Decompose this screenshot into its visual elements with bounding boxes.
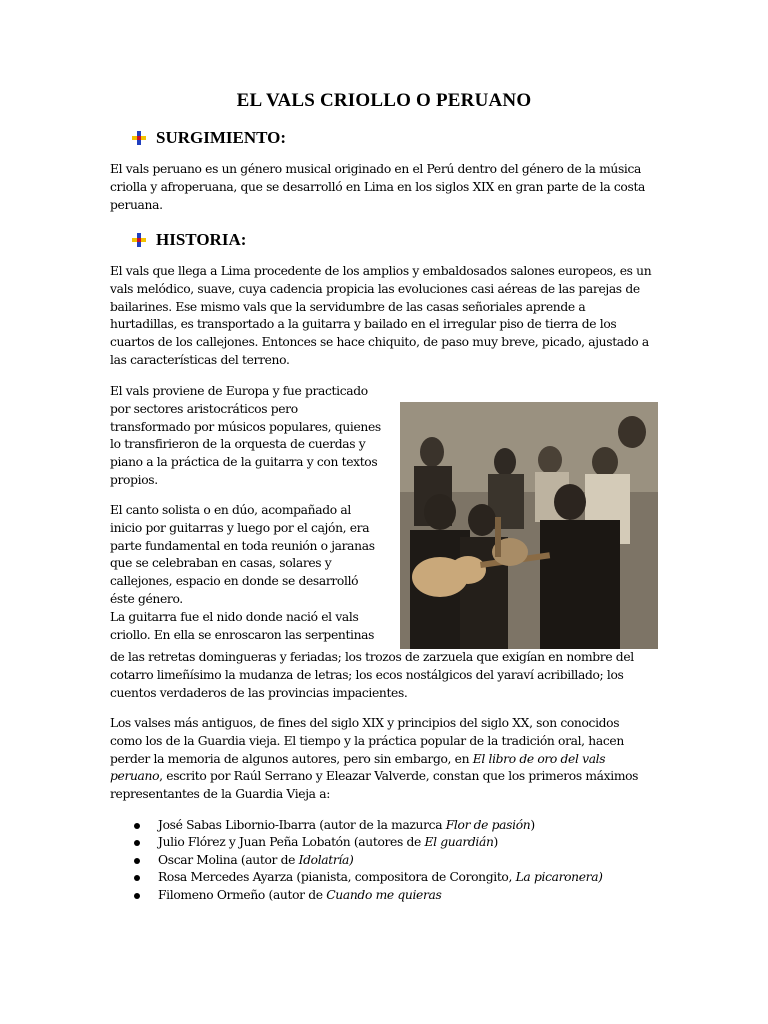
- paragraph-canto: [110, 502, 390, 644]
- text-line: callejones, espacio en donde se desarrolló: [110, 574, 359, 589]
- list-item: [110, 869, 603, 886]
- bullet-icon: [134, 858, 140, 864]
- page-title: EL VALS CRIOLLO O PERUANO: [236, 90, 532, 111]
- work-title-italic: Idolatría): [298, 852, 354, 867]
- text-line: cuartos de los callejones. Entonces se hace chiquito, de paso muy breve, picado, ajustado a: [110, 335, 649, 350]
- text-line: El vals que llega a Lima procedente de los amplios y embaldosados salones europeos, es un: [110, 264, 652, 278]
- text-line: de las retretas domingueras y feriadas; los trozos de zarzuela que exigían en nombre del: [110, 650, 634, 664]
- composers-list: [110, 817, 603, 904]
- bullet-icon: [134, 840, 140, 846]
- text-line: El canto solista o en dúo, acompañado al: [110, 503, 351, 517]
- musicians-photo: [400, 402, 658, 649]
- text-line: hurtadillas, es transportado a la guitarra y bailado en el irregular piso de tierra de los: [110, 317, 617, 332]
- list-item: [110, 887, 603, 904]
- text-line: criolla y afroperuana, que se desarrolló en Lima en los siglos XIX en gran parte de la costa: [110, 179, 646, 194]
- book-title-italic: peruano: [110, 769, 160, 784]
- list-item-text: Julio Flórez y Juan Peña Lobatón (autores de: [158, 835, 425, 850]
- text-line: representantes de la Guardia Vieja a:: [110, 787, 331, 802]
- text-line: La guitarra fue el nido donde nació el vals: [110, 609, 359, 624]
- text-line: vals melódico, suave, cuya cadencia propicia las evoluciones casi aéreas de las parejas de: [110, 281, 640, 296]
- text-line: cotarro limeñísimo la mudanza de letras; los ecos nostálgicos del yaraví acribillado; los: [110, 667, 624, 682]
- list-item: [110, 817, 603, 834]
- list-item-text: Rosa Mercedes Ayarza (pianista, compositora de Corongito,: [158, 870, 516, 885]
- bullet-icon: [134, 893, 140, 899]
- list-item-tail: ): [530, 818, 535, 832]
- text-line: propios.: [110, 472, 158, 487]
- text-line: que se celebraban en casas, solares y: [110, 556, 332, 571]
- heading-label: SURGIMIENTO:: [156, 128, 287, 147]
- text-segment: perder la memoria de algunos autores, pero sin embargo, en: [110, 751, 473, 766]
- bullet-icon: [134, 823, 140, 829]
- bullet-icon: [134, 875, 140, 881]
- text-line: peruana.: [110, 197, 163, 212]
- work-title-italic: Cuando me quieras: [326, 887, 442, 902]
- cross-bullet-icon: [132, 131, 146, 145]
- text-line: Los valses más antiguos, de fines del siglo XIX y principios del siglo XX, son conocidos: [110, 716, 620, 730]
- paragraph-europa: [110, 383, 390, 490]
- text-line: cuentos verdaderos de las provincias impacientes.: [110, 685, 408, 700]
- list-item: [110, 852, 603, 869]
- list-item-text: Filomeno Ormeño (autor de: [158, 887, 327, 902]
- work-title-italic: Flor de pasión: [445, 818, 531, 832]
- section-heading-surgimiento: [132, 127, 286, 149]
- list-item-tail: ): [493, 835, 498, 850]
- text-line: El vals proviene de Europa y fue practicado: [110, 384, 368, 398]
- musicians-photo-illustration: [400, 402, 658, 649]
- text-line: parte fundamental en toda reunión o jaranas: [110, 538, 375, 553]
- section-heading-historia: [132, 229, 246, 251]
- book-title-italic: El libro de oro del vals: [472, 751, 606, 766]
- text-line: transformado por músicos populares, quienes: [110, 419, 381, 434]
- work-title-italic: La picaronera): [515, 870, 603, 885]
- text-line: como los de la Guardia vieja. El tiempo y la práctica popular de la tradición oral, hacen: [110, 733, 624, 748]
- text-line: por sectores aristocráticos pero: [110, 401, 298, 416]
- heading-label: HISTORIA:: [156, 230, 247, 249]
- text-line: criollo. En ella se enroscaron las serpentinas: [110, 627, 375, 642]
- text-line: bailarines. Ese mismo vals que la servidumbre de las casas señoriales aprende a: [110, 299, 586, 314]
- list-item: [110, 834, 603, 851]
- text-segment: , escrito por Raúl Serrano y Eleazar Valverde, constan que los primeros máximos: [159, 769, 639, 784]
- text-line: El vals peruano es un género musical originado en el Perú dentro del género de la música: [110, 162, 642, 176]
- text-line: [110, 751, 660, 769]
- paragraph-guardia-vieja: [110, 715, 660, 804]
- text-line: las características del terreno.: [110, 352, 290, 367]
- paragraph-historia: [110, 263, 660, 370]
- text-line: piano a la práctica de la guitarra y con textos: [110, 455, 378, 470]
- paragraph-surgimiento: [110, 161, 660, 214]
- text-line: lo transfirieron de la orquesta de cuerdas y: [110, 437, 366, 452]
- cross-bullet-icon: [132, 233, 146, 247]
- paragraph-retretas: [110, 649, 660, 702]
- list-item-text: Oscar Molina (autor de: [158, 852, 299, 867]
- text-line: inicio por guitarras y luego por el cajón, era: [110, 520, 370, 535]
- text-line: [110, 768, 660, 786]
- list-item-text: José Sabas Libornio-Ibarra (autor de la mazurca: [158, 818, 446, 832]
- work-title-italic: El guardián: [424, 835, 494, 850]
- text-line: éste género.: [110, 591, 183, 606]
